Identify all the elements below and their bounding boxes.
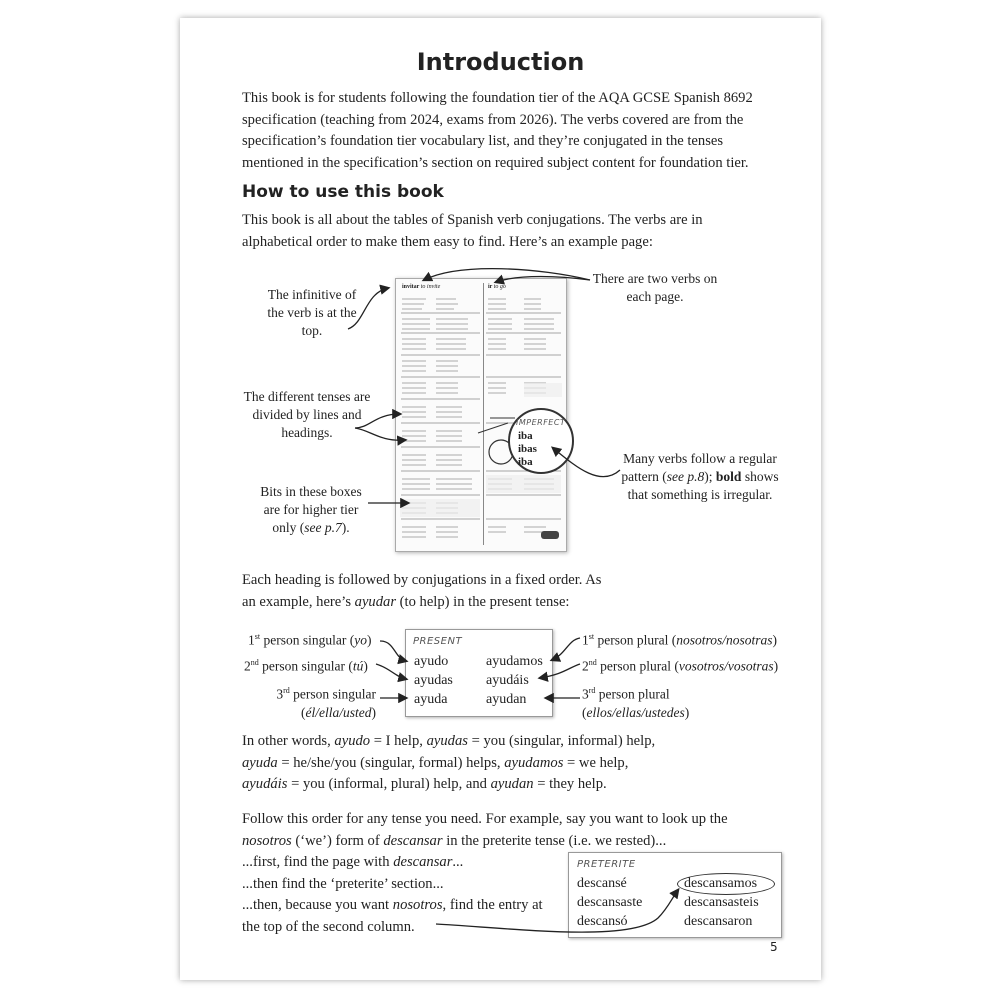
arrow-tense2 (355, 428, 405, 440)
fixed-order-paragraph: Each heading is followed by conjugations in a fixed order. As an example, here’s ayudar (to help) in the present tense: (242, 572, 602, 610)
example-verb2: ir to go (488, 284, 506, 290)
example-verb1: invitar to invite (402, 284, 441, 290)
arrow-preterite (436, 890, 678, 932)
how-paragraph: This book is all about the tables of Spanish verb conjugations. The verbs are in alphabetical order to make them easy to find. Here’s an example page: (242, 212, 703, 250)
present-2s: ayudas (414, 673, 453, 688)
preterite-1p: descansamos (684, 876, 758, 891)
arrow-verb1 (424, 269, 590, 280)
label-2s: 2nd person singular (tú) (244, 658, 368, 674)
zoom-heading: IMPERFECT (516, 418, 566, 427)
annotation-regular: Many verbs follow a regular pattern (see p.8); bold shows that something is irregular. (621, 451, 779, 502)
present-1p: ayudamos (486, 654, 543, 669)
present-3s: ayuda (414, 692, 448, 707)
label-1p: 1st person plural (nosotros/nosotras) (582, 632, 777, 648)
preterite-2p: descansasteis (684, 895, 759, 910)
preterite-3s: descansó (577, 914, 628, 929)
follow-paragraph: Follow this order for any tense you need. For example, say you want to look up the nosotros (‘we’) form of descansar in the preterite tense (i.e. we rested)... ...first, find the page with descansar... ...then find the ‘preterite’ section... ...then, because you want nosotros, find the entry at the top of the second column. (242, 811, 728, 935)
arrow-2s (376, 664, 406, 679)
arrow-tense1 (355, 414, 400, 428)
annotation-higher-tier: Bits in these boxes are for higher tier only (see p.7). (260, 484, 362, 535)
arrow-1s (380, 641, 406, 661)
zoom-forms: iba ibas iba (518, 430, 537, 468)
section-heading: How to use this book (242, 182, 444, 202)
preterite-3p: descansaron (684, 914, 753, 929)
label-2p: 2nd person plural (vosotros/vosotras) (582, 658, 779, 674)
present-3p: ayudan (486, 692, 527, 707)
annotation-two-verbs: There are two verbs on each page. (592, 271, 718, 304)
arrow-2p (540, 664, 580, 678)
book-page (180, 18, 821, 980)
annotation-infinitive: The infinitive of the verb is at the top. (267, 287, 357, 338)
label-3p: 3rd person plural (ellos/ellas/ustedes) (582, 686, 690, 720)
page-title: Introduction (416, 48, 585, 76)
page-number: 5 (770, 940, 778, 954)
arrow-1p (552, 638, 580, 660)
preterite-1s: descansé (577, 876, 627, 891)
present-1s: ayudo (414, 654, 449, 669)
label-1s: 1st person singular (yo) (248, 632, 372, 648)
arrow-infinitive (348, 288, 388, 329)
arrow-regular (553, 448, 620, 477)
label-3s: 3rd person singular (él/ella/usted) (276, 686, 376, 720)
preterite-2s: descansaste (577, 895, 643, 910)
annotation-arrows (180, 18, 821, 980)
present-2p: ayudáis (486, 673, 529, 688)
present-heading: PRESENT (413, 636, 463, 647)
annotation-tenses: The different tenses are divided by lines and headings. (243, 389, 371, 440)
intro-paragraph: This book is for students following the foundation tier of the AQA GCSE Spanish 8692 specification (teaching from 2024, exams from 2026). The verbs covered are from the specification’s foundation tier vocabulary list, and they’re conjugated in the tenses mentioned in the specification’s section on required subject content for foundation tier. (242, 90, 753, 171)
other-words-paragraph: In other words, ayudo = I help, ayudas = you (singular, informal) help, ayuda = he/she/you (singular, formal) helps, ayudamos = we help, ayudáis = you (informal, plural) help, and ayudan = they help. (242, 733, 656, 792)
preterite-heading: PRETERITE (577, 859, 636, 870)
